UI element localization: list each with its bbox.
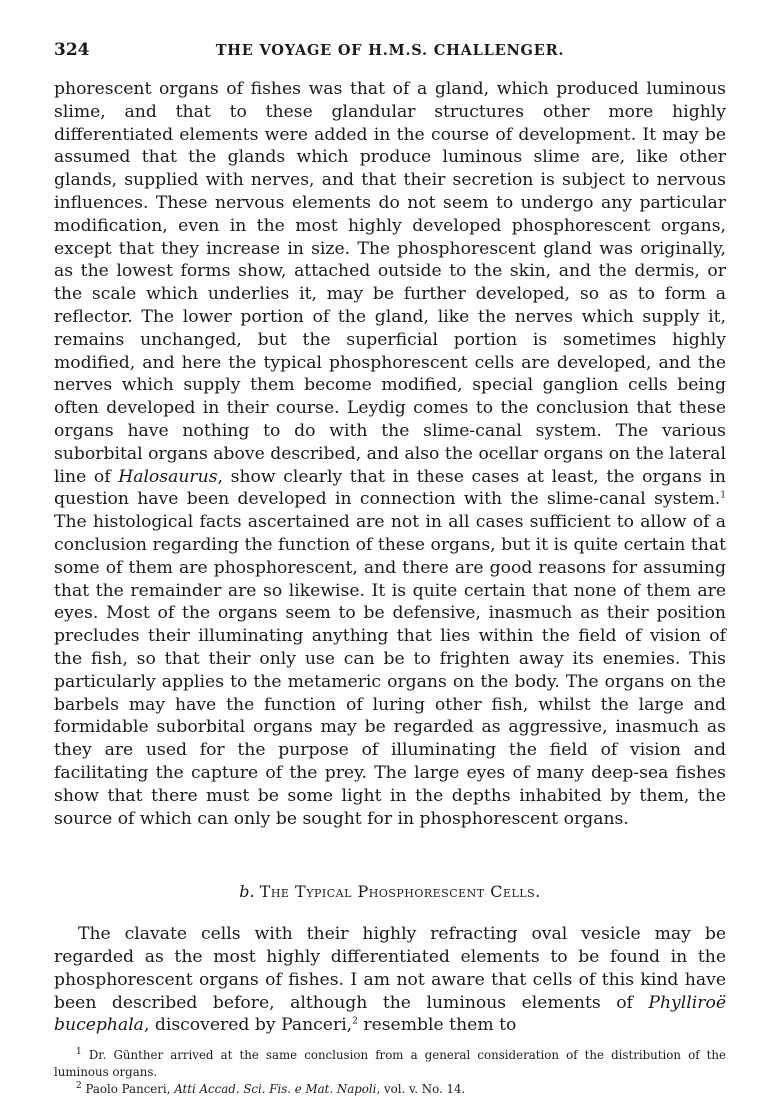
journal-title: Atti Accad. Sci. Fis. e Mat. Napoli bbox=[174, 1082, 377, 1097]
footnote-text: Dr. Günther arrived at the same conclusion from a general consideration of the distribution of the luminous organs. bbox=[54, 1048, 726, 1080]
footnote-text: , vol. v. No. 14. bbox=[376, 1082, 466, 1097]
paragraph-text: The clavate cells with their highly refracting oval vesicle may be regarded as the most highly differentiated elements to be found in the phosphorescent organs of fishes. I am not aware that cells of this kind have been described before, although the luminous elements of bbox=[54, 924, 726, 1013]
footnote-ref-2[interactable]: 2 bbox=[352, 1016, 358, 1027]
paragraph-text: , show clearly that in these cases at least, the organs in question have been developed in connection with the slime-canal system. bbox=[54, 466, 726, 510]
footnote-1 bbox=[54, 1047, 726, 1081]
footnote-mark: 2 bbox=[76, 1081, 82, 1092]
section-title: The Typical Phosphorescent Cells. bbox=[259, 882, 541, 902]
footnotes bbox=[54, 1047, 726, 1098]
page-number: 324 bbox=[54, 40, 90, 60]
species-name: Phylliroë bucephala bbox=[54, 992, 726, 1036]
page bbox=[54, 40, 726, 1098]
paragraph-text: resemble them to bbox=[357, 1015, 517, 1036]
paragraph-text: The histological facts ascertained are not in all cases sufficient to allow of a conclusion regarding the function of these organs, but it is quite certain that some of them are phosphorescent, and there are good reasons for assuming that the remainder are so likewise. It is quite certain that none of them are eyes. Most of the organs seem to be defensive, inasmuch as their position precludes their illuminating anything that lies within the field of vision of the fish, so that their only use can be to frighten away its enemies. This particularly applies to the metameric organs on the body. The organs on the barbels may have the function of luring other fish, whilst the large and formidable suborbital organs may be regarded as aggressive, inasmuch as they are used for the purpose of illuminating the field of vision and facilitating the capture of the prey. The large eyes of many deep-sea fishes show that there must be some light in the depths inhabited by them, the source of which can only be sought for in phosphorescent organs. bbox=[54, 512, 726, 829]
body-paragraph-2 bbox=[54, 923, 726, 1037]
section-letter: b. bbox=[239, 882, 255, 902]
footnote-author: Paolo Panceri, bbox=[81, 1082, 175, 1097]
section-heading bbox=[54, 882, 726, 901]
body-paragraph-1 bbox=[54, 78, 726, 830]
paragraph-text: phorescent organs of fishes was that of a gland, which produced luminous slime, and that to these glandular structures other more highly differentiated elements were added in the course of development. It may be assumed that the glands which produce luminous slime are, like other glands, supplied with nerves, and that their secretion is subject to nervous influences. These nervous elements do not seem to undergo any particular modification, even in the most highly developed phosphorescent organs, except that they increase in size. The phosphorescent gland was originally, as the lowest forms show, attached outside to the skin, and the dermis, or the scale which underlies it, may be further developed, so as to form a reflector. The lower portion of the gland, like the nerves which supply it, remains unchanged, but the superficial portion is sometimes highly modified, and here the typical phosphorescent cells are developed, and the nerves which supply them become modified, special ganglion cells being often developed in their course. Leydig comes to the conclusion that these organs have nothing to do with the slime-canal system. The various suborbital organs above described, and also the ocellar organs on the lateral line of bbox=[54, 79, 726, 487]
running-title: THE VOYAGE OF H.M.S. CHALLENGER. bbox=[215, 42, 565, 59]
page-header bbox=[54, 40, 726, 70]
footnote-2 bbox=[54, 1081, 726, 1098]
footnote-mark: 1 bbox=[76, 1047, 82, 1058]
paragraph-text: , discovered by Panceri, bbox=[143, 1015, 353, 1036]
footnote-ref-1[interactable]: 1 bbox=[720, 490, 726, 501]
genus-name: Halosaurus bbox=[118, 466, 218, 487]
